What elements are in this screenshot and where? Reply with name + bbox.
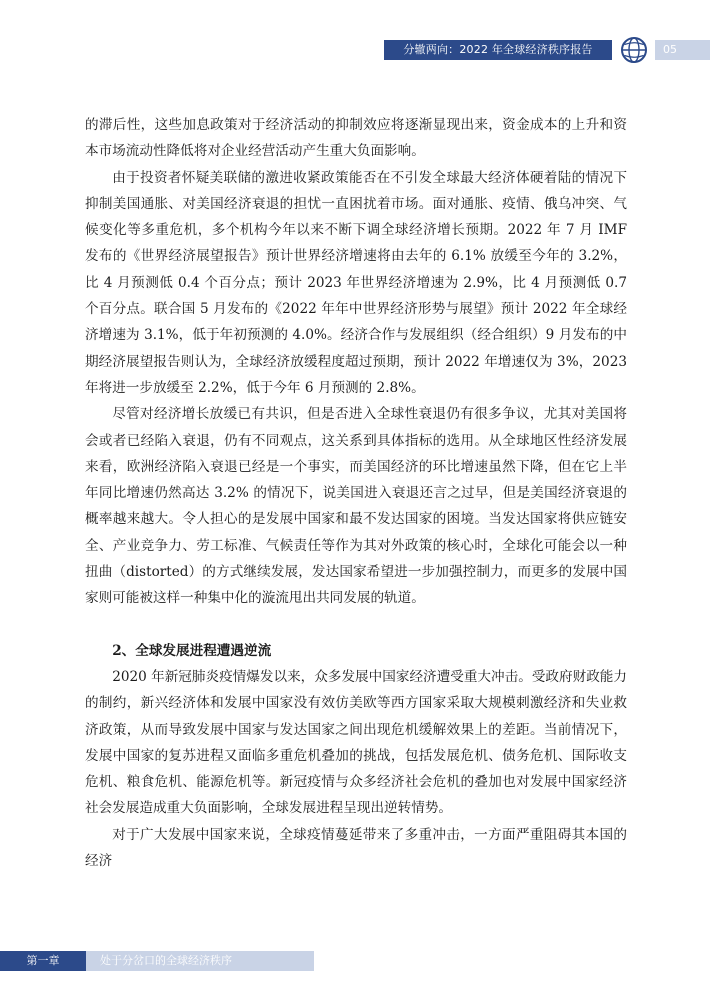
footer-chapter-title: 处于分岔口的全球经济秩序 [86, 951, 314, 971]
globe-emblem-icon [620, 36, 648, 64]
paragraph: 由于投资者怀疑美联储的激进收紧政策能否在不引发全球最大经济体硬着陆的情况下抑制美国通胀、对美国经济衰退的担忧一直困扰着市场。面对通胀、疫情、俄乌冲突、气候变化等多重危机，多个机构今年以来不断下调全球经济增长预期。2022 年 7 月 IMF 发布的《世界经济展望报告》预计世界经济增速将由去年的 6.1% 放缓至今年的 3.2%，比 4 月预测低 0.4 个百分点；预计 2023 年世界经济增速为 2.9%，比 4 月预测低 0.7 个百分点。联合国 5 月发布的《2022 年年中世界经济形势与展望》预计 2022 年全球经济增速为 3.1%，低于年初预测的 4.0%。经济合作与发展组织（经合组织）9 月发布的中期经济展望报告则认为，全球经济放缓程度超过预期，预计 2022 年增速仅为 3%，2023 年将进一步放缓至 2.2%，低于今年 6 月预测的 2.8%。 [85, 169, 627, 396]
footer-chapter-label: 第一章 [0, 951, 86, 971]
paragraph: 2020 年新冠肺炎疫情爆发以来，众多发展中国家经济遭受重大冲击。受政府财政能力的制约，新兴经济体和发展中国家没有效仿美欧等西方国家采取大规模刺激经济和失业救济政策，从而导致发展中国家与发达国家之间出现危机缓解效果上的差距。当前情况下，发展中国家的复苏进程又面临多重危机叠加的挑战，包括发展危机、债务危机、国际收支危机、粮食危机、能源危机等。新冠疫情与众多经济社会危机的叠加也对发展中国家经济社会发展造成重大负面影响，全球发展进程呈现出逆转情势。 [85, 668, 627, 817]
paragraph: 的滞后性，这些加息政策对于经济活动的抑制效应将逐渐显现出来，资金成本的上升和资本市场流动性降低将对企业经营活动产生重大负面影响。 [85, 117, 627, 160]
running-header-title: 分辙两向：2022 年全球经济秩序报告 [384, 40, 612, 60]
page-number: 05 [655, 40, 710, 60]
section-heading: 2、全球发展进程遭遇逆流 [112, 642, 272, 659]
body-text [85, 112, 627, 874]
paragraph: 对于广大发展中国家来说，全球疫情蔓延带来了多重冲击，一方面严重阻碍其本国的经济 [85, 826, 627, 870]
paragraph: 尽管对经济增长放缓已有共识，但是否进入全球性衰退仍有很多争议，尤其对美国将会或者已经陷入衰退，仍有不同观点，这关系到具体指标的选用。从全球地区性经济发展来看，欧洲经济陷入衰退已经是一个事实，而美国经济的环比增速虽然下降，但在它上半年同比增速仍然高达 3.2% 的情况下，说美国进入衰退还言之过早，但是美国经济衰退的概率越来越大。令人担心的是发展中国家和最不发达国家的困境。当发达国家将供应链安全、产业竞争力、劳工标准、气候责任等作为其对外政策的核心时，全球化可能会以一种扭曲（distorted）的方式继续发展，发达国家希望进一步加强控制力，而更多的发展中国家则可能被这样一种集中化的漩流甩出共同发展的轨道。 [85, 406, 627, 607]
